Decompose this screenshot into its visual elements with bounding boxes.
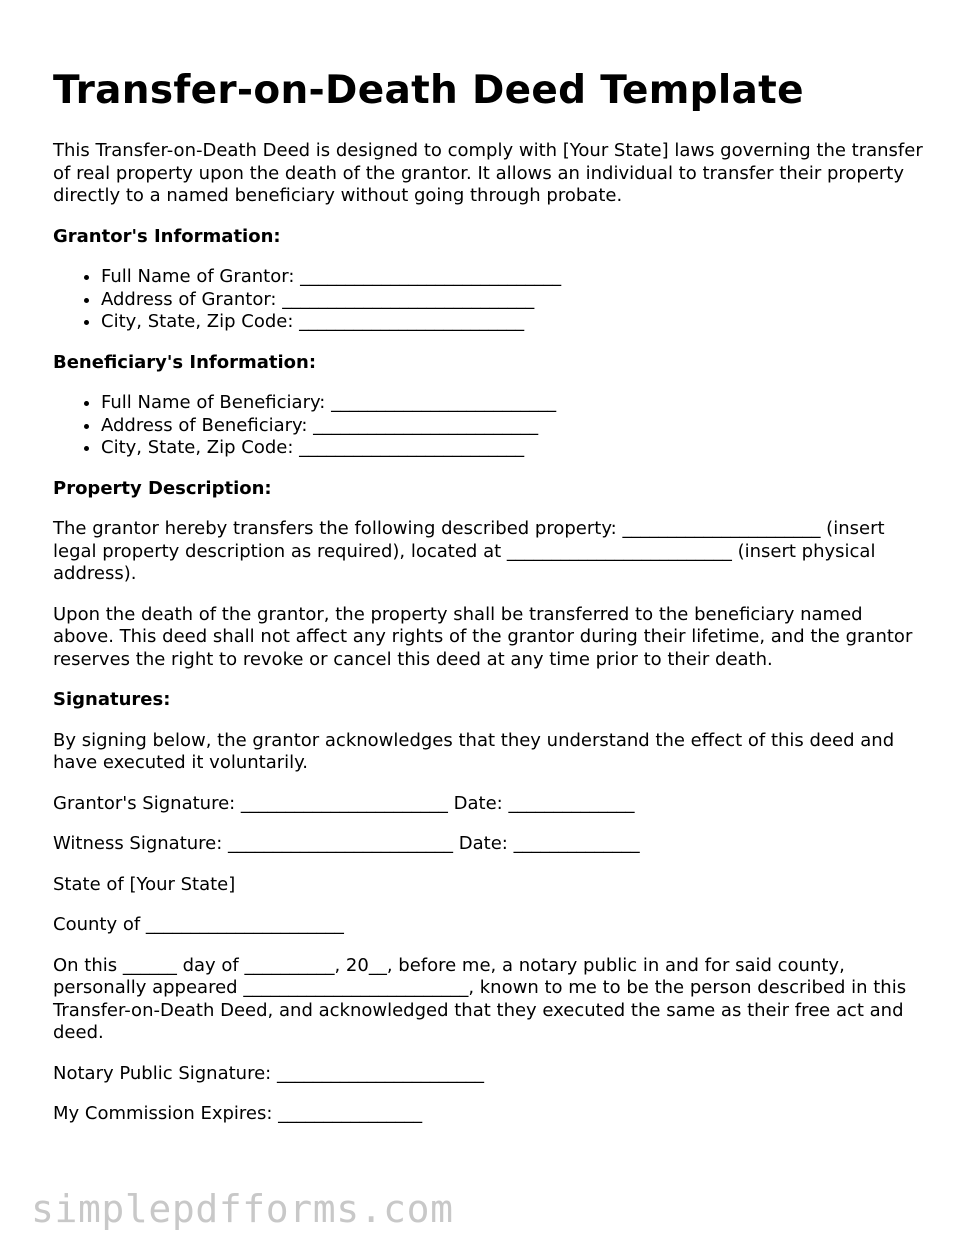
county-line: County of ______________________ [53,914,344,935]
grantor-name-field: • Full Name of Grantor: _____________________________ [101,266,923,289]
grantor-signature-line: Grantor's Signature: _______________________ Date: ______________ [53,792,635,814]
beneficiary-heading: Beneficiary's Information: [53,351,317,373]
beneficiary-list [53,392,923,460]
state-line: State of [Your State] [53,873,236,895]
beneficiary-name-field: • Full Name of Beneficiary: _________________________ [101,392,923,415]
grantor-heading: Grantor's Information: [53,225,281,247]
beneficiary-address-field: • Address of Beneficiary: _________________________ [101,415,923,438]
grantor-list [53,266,923,334]
witness-signature-line: Witness Signature: _________________________ Date: ______________ [53,833,640,854]
commission-expires-line: My Commission Expires: ________________ [53,1103,423,1124]
watermark: simplepdfforms.com [31,1187,454,1231]
beneficiary-city-field: • City, State, Zip Code: _________________________ [101,437,923,460]
signatures-heading: Signatures: [53,689,171,710]
document-title: Transfer-on-Death Deed Template [53,68,804,113]
notary-paragraph: On this ______ day of __________, 20__, before me, a notary public in and for said county, personally appeared _________________________, known to me to be the person described in this Transfer-on-Death Deed, and acknowledged that they executed the same as their free act and deed. [53,954,907,1043]
grantor-city-field: • City, State, Zip Code: _________________________ [101,311,923,334]
property-description-paragraph: The grantor hereby transfers the following described property: ______________________ (insert legal property description as required), located at _________________________ (insert physical address). [53,518,885,584]
document [53,66,923,1144]
grantor-address-field: • Address of Grantor: ____________________________ [101,289,923,312]
property-transfer-paragraph: Upon the death of the grantor, the property shall be transferred to the beneficiary named above. This deed shall not affect any rights of the grantor during their lifetime, and the grantor reserves the right to revoke or cancel this deed at any time prior to their death. [53,603,913,670]
notary-signature-line: Notary Public Signature: _______________________ [53,1062,484,1084]
acknowledgement-paragraph: By signing below, the grantor acknowledges that they understand the effect of this deed and have executed it voluntarily. [53,729,895,773]
property-heading: Property Description: [53,477,272,499]
intro-paragraph: This Transfer-on-Death Deed is designed to comply with [Your State] laws governing the transfer of real property upon the death of the grantor. It allows an individual to transfer their property directly to a named beneficiary without going through probate. [53,140,923,206]
